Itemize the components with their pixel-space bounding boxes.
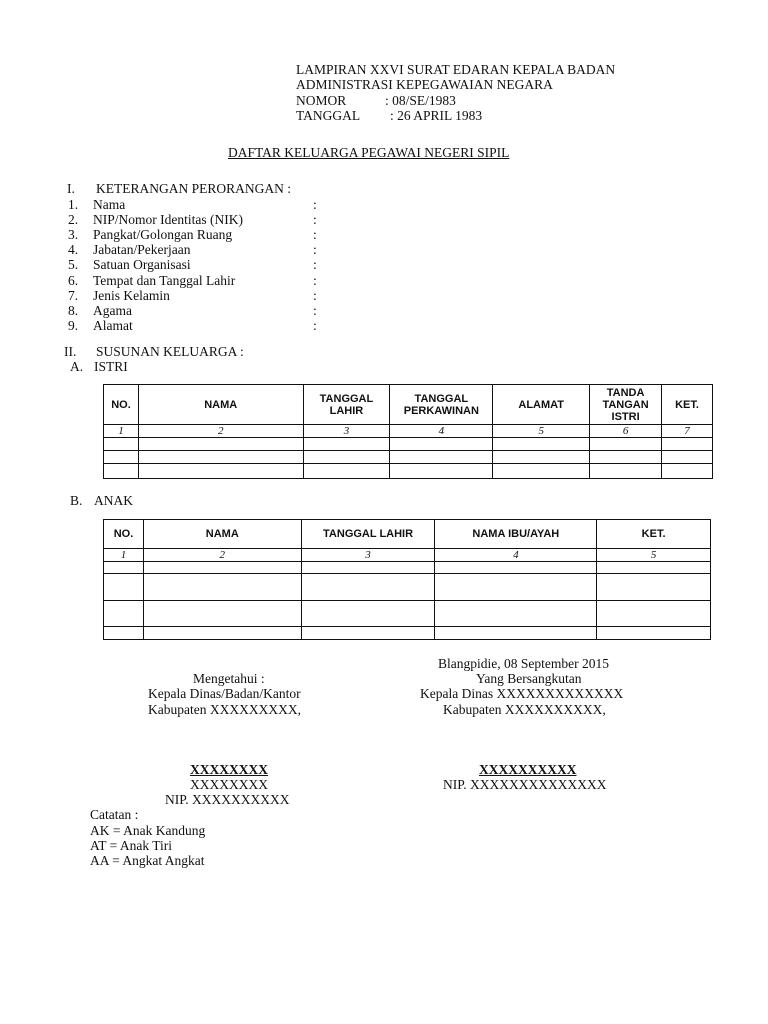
field-colon: : xyxy=(313,257,317,272)
notes-line: AA = Angkat Angkat xyxy=(90,853,205,868)
table-cell xyxy=(143,574,301,601)
table-cell xyxy=(435,574,597,601)
signature-left-nip: NIP. XXXXXXXXXX xyxy=(165,792,290,807)
field-colon: : xyxy=(313,227,317,242)
field-number: 2. xyxy=(68,212,79,227)
field-number: 3. xyxy=(68,227,79,242)
field-label: Agama xyxy=(93,303,132,318)
table-cell xyxy=(138,451,303,464)
anak-header-no: NO. xyxy=(104,520,144,549)
table-cell xyxy=(143,601,301,627)
header-line-1: LAMPIRAN XXVI SURAT EDARAN KEPALA BADAN xyxy=(296,62,616,77)
table-cell xyxy=(104,601,144,627)
field-label: Alamat xyxy=(93,318,133,333)
table-cell xyxy=(493,464,590,479)
istri-col-number: 1 xyxy=(104,425,139,438)
field-number: 8. xyxy=(68,303,79,318)
section-1-heading: KETERANGAN PERORANGAN : xyxy=(96,181,291,196)
table-cell xyxy=(138,438,303,451)
field-colon: : xyxy=(313,303,317,318)
field-number: 9. xyxy=(68,318,79,333)
field-colon: : xyxy=(313,212,317,227)
istri-empty-row xyxy=(104,438,713,451)
table-cell xyxy=(303,438,390,451)
anak-col-number: 1 xyxy=(104,549,144,562)
table-cell xyxy=(303,451,390,464)
table-cell xyxy=(104,574,144,601)
istri-empty-row xyxy=(104,451,713,464)
signature-left-line-1: Mengetahui : xyxy=(193,671,265,686)
section-b-letter: B. xyxy=(70,493,83,508)
table-cell xyxy=(143,562,301,574)
signature-left-name: XXXXXXXX xyxy=(190,762,268,777)
table-cell xyxy=(138,464,303,479)
section-2-heading: SUSUNAN KELUARGA : xyxy=(96,344,244,359)
field-label: Nama xyxy=(93,197,126,212)
field-label: Satuan Organisasi xyxy=(93,257,191,272)
signature-left-line-3: Kabupaten XXXXXXXXX, xyxy=(148,702,301,717)
section-a-label: ISTRI xyxy=(94,359,128,374)
istri-col-number: 3 xyxy=(303,425,390,438)
istri-col-number: 2 xyxy=(138,425,303,438)
table-cell xyxy=(662,438,713,451)
istri-number-row xyxy=(104,425,713,438)
page-title: DAFTAR KELUARGA PEGAWAI NEGERI SIPIL xyxy=(228,145,510,160)
signature-right-line-2: Kepala Dinas XXXXXXXXXXXXX xyxy=(420,686,624,701)
table-cell xyxy=(435,627,597,640)
signature-left-rank: XXXXXXXX xyxy=(190,777,268,792)
anak-empty-row xyxy=(104,601,711,627)
anak-header-row xyxy=(104,520,711,549)
anak-table xyxy=(103,519,711,640)
anak-col-number: 5 xyxy=(597,549,711,562)
istri-header-tanggal-perkawinan: TANGGAL PERKAWINAN xyxy=(390,385,493,425)
section-b-label: ANAK xyxy=(94,493,133,508)
field-label: Tempat dan Tanggal Lahir xyxy=(93,273,236,288)
field-label: Jabatan/Pekerjaan xyxy=(93,242,191,257)
field-number: 5. xyxy=(68,257,79,272)
table-cell xyxy=(597,562,711,574)
anak-col-number: 2 xyxy=(143,549,301,562)
field-colon: : xyxy=(313,288,317,303)
table-cell xyxy=(597,627,711,640)
anak-col-number: 3 xyxy=(301,549,435,562)
table-cell xyxy=(104,438,139,451)
istri-col-number: 7 xyxy=(662,425,713,438)
table-cell xyxy=(493,438,590,451)
table-cell xyxy=(590,451,662,464)
notes-heading: Catatan : xyxy=(90,807,139,822)
table-cell xyxy=(390,451,493,464)
anak-empty-row xyxy=(104,562,711,574)
anak-header-tanggal-lahir: TANGGAL LAHIR xyxy=(301,520,435,549)
anak-header-nama: NAMA xyxy=(143,520,301,549)
field-colon: : xyxy=(313,242,317,257)
table-cell xyxy=(590,438,662,451)
field-number: 7. xyxy=(68,288,79,303)
signature-right-line-1: Yang Bersangkutan xyxy=(476,671,582,686)
anak-empty-row xyxy=(104,574,711,601)
table-cell xyxy=(435,562,597,574)
anak-col-number: 4 xyxy=(435,549,597,562)
anak-header-nama-ibu-ayah: NAMA IBU/AYAH xyxy=(435,520,597,549)
istri-header-tanggal-lahir: TANGGAL LAHIR xyxy=(303,385,390,425)
table-cell xyxy=(301,601,435,627)
signature-right-nip: NIP. XXXXXXXXXXXXXX xyxy=(443,777,607,792)
table-cell xyxy=(104,464,139,479)
istri-col-number: 4 xyxy=(390,425,493,438)
field-colon: : xyxy=(313,197,317,212)
table-cell xyxy=(590,464,662,479)
table-cell xyxy=(390,438,493,451)
table-cell xyxy=(597,601,711,627)
header-nomor-label: NOMOR xyxy=(296,93,347,108)
header-line-2: ADMINISTRASI KEPEGAWAIAN NEGARA xyxy=(296,77,553,92)
table-cell xyxy=(390,464,493,479)
signature-place-date: Blangpidie, 08 September 2015 xyxy=(438,656,609,671)
table-cell xyxy=(104,627,144,640)
signature-right-name: XXXXXXXXXX xyxy=(479,762,577,777)
header-tanggal-label: TANGGAL xyxy=(296,108,361,123)
section-2-roman: II. xyxy=(64,344,77,359)
istri-col-number: 5 xyxy=(493,425,590,438)
field-colon: : xyxy=(313,273,317,288)
section-a-letter: A. xyxy=(70,359,84,374)
signature-left-line-2: Kepala Dinas/Badan/Kantor xyxy=(148,686,301,701)
istri-header-row xyxy=(104,385,713,425)
notes-line: AT = Anak Tiri xyxy=(90,838,173,853)
field-label: Pangkat/Golongan Ruang xyxy=(93,227,233,242)
istri-header-ket: KET. xyxy=(662,385,713,425)
table-cell xyxy=(435,601,597,627)
table-cell xyxy=(493,451,590,464)
signature-right-line-3: Kabupaten XXXXXXXXXX, xyxy=(443,702,606,717)
table-cell xyxy=(301,627,435,640)
istri-header-no: NO. xyxy=(104,385,139,425)
anak-header-ket: KET. xyxy=(597,520,711,549)
field-colon: : xyxy=(313,318,317,333)
field-label: Jenis Kelamin xyxy=(93,288,170,303)
section-1-roman: I. xyxy=(67,181,75,196)
istri-table xyxy=(103,384,713,479)
table-cell xyxy=(143,627,301,640)
table-cell xyxy=(597,574,711,601)
table-cell xyxy=(301,574,435,601)
anak-number-row xyxy=(104,549,711,562)
table-cell xyxy=(303,464,390,479)
istri-empty-row xyxy=(104,464,713,479)
table-cell xyxy=(104,451,139,464)
table-cell xyxy=(662,464,713,479)
table-cell xyxy=(301,562,435,574)
istri-header-nama: NAMA xyxy=(138,385,303,425)
field-label: NIP/Nomor Identitas (NIK) xyxy=(93,212,243,227)
header-tanggal-value: : 26 APRIL 1983 xyxy=(390,108,483,123)
field-number: 4. xyxy=(68,242,79,257)
istri-header-alamat: ALAMAT xyxy=(493,385,590,425)
table-cell xyxy=(104,562,144,574)
istri-col-number: 6 xyxy=(590,425,662,438)
field-number: 1. xyxy=(68,197,79,212)
istri-header-tanda-tangan: TANDA TANGAN ISTRI xyxy=(590,385,662,425)
notes-line: AK = Anak Kandung xyxy=(90,823,206,838)
anak-empty-row xyxy=(104,627,711,640)
header-nomor-value: : 08/SE/1983 xyxy=(385,93,456,108)
table-cell xyxy=(662,451,713,464)
field-number: 6. xyxy=(68,273,79,288)
